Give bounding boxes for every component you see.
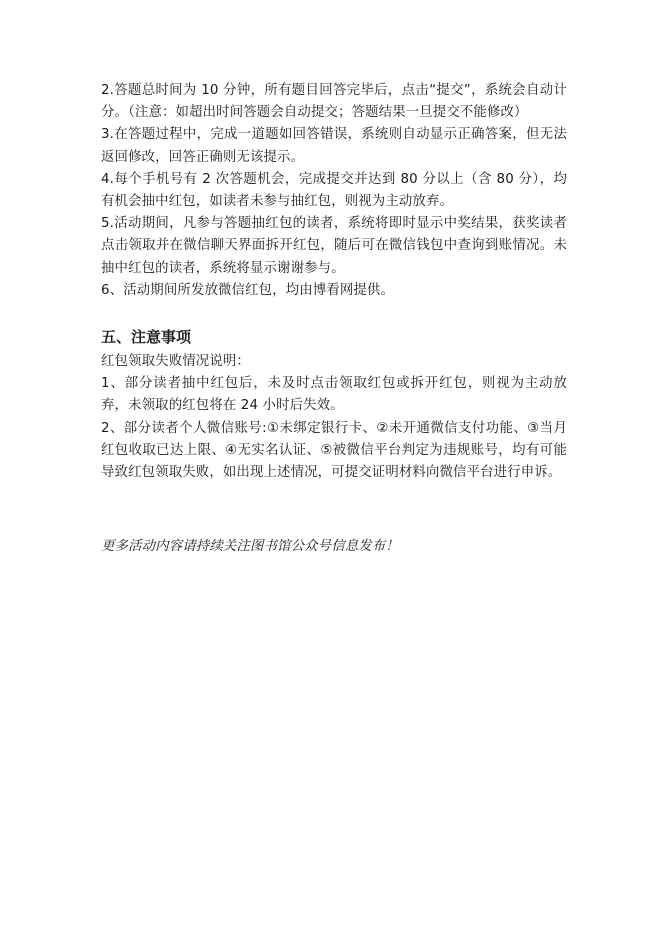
notes-intro: 红包领取失败情况说明：: [101, 354, 250, 370]
note-item-2: 2、部分读者个人微信账号:①未绑定银行卡、②未开通微信支付功能、③当月红包收取已达上限、④无实名认证、⑤被微信平台判定为违规账号，均有可能导致红包领取失败，如出现上述情况，可提交证明材料向微信平台进行申诉。: [101, 420, 567, 481]
rule-item-3: 3.在答题过程中，完成一道题如回答错误，系统则自动显示正确答案，但无法返回修改，回答正确则无该提示。: [101, 127, 567, 165]
closing-statement: 更多活动内容请持续关注图书馆公众号信息发布！: [101, 539, 399, 555]
section-heading-notes: 五、注意事项: [101, 328, 192, 347]
rule-item-6: 6、活动期间所发放微信红包，均由博看网提供。: [101, 282, 395, 298]
note-item-1: 1、部分读者抽中红包后，未及时点击领取红包或拆开红包，则视为主动放弃，未领取的红包将在 24 小时后失效。: [101, 376, 567, 414]
rule-item-5: 5.活动期间，凡参与答题抽红包的读者，系统将即时显示中奖结果，获奖读者点击领取并在微信聊天界面拆开红包，随后可在微信钱包中查询到账情况。未抽中红包的读者，系统将显示谢谢参与。: [101, 216, 567, 276]
document-page: [101, 80, 567, 558]
rule-item-2: 2.答题总时间为 10 分钟，所有题目回答完毕后，点击“提交”，系统会自动计分。（注意：如超出时间答题会自动提交；答题结果一旦提交不能修改）: [101, 83, 567, 121]
rule-item-4: 4.每个手机号有 2 次答题机会，完成提交并达到 80 分以上（含 80 分），均有机会抽中红包，如读者未参与抽红包，则视为主动放弃。: [101, 171, 567, 210]
